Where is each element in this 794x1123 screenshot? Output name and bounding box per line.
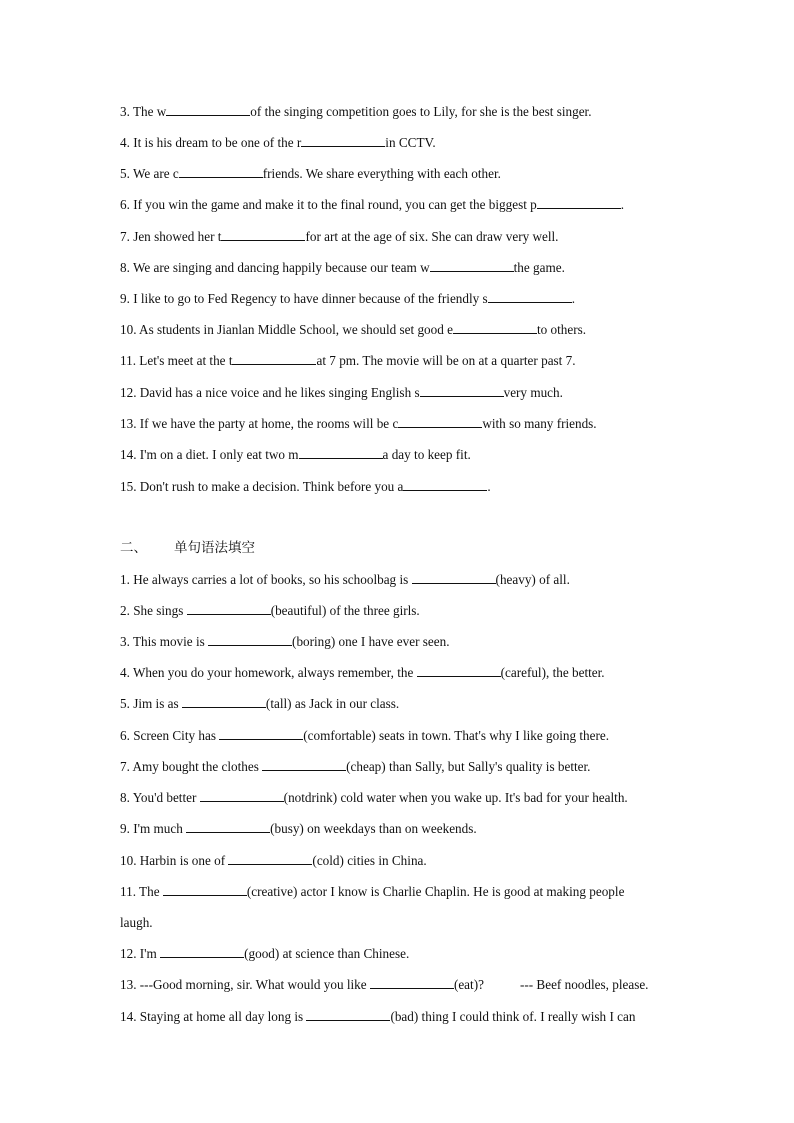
section-number: 二、 bbox=[120, 540, 147, 556]
grammar-question-14 bbox=[120, 1008, 680, 1026]
question-text: 12. I'm bbox=[120, 946, 161, 961]
question-13 bbox=[120, 415, 680, 433]
question-text: of the singing competition goes to Lily, for she is the best singer. bbox=[250, 104, 592, 119]
question-text: (heavy) of all. bbox=[495, 572, 570, 587]
question-text: 9. I like to go to Fed Regency to have dinner because of the friendly s bbox=[120, 291, 488, 306]
question-text: very much. bbox=[503, 385, 563, 400]
question-text: 8. You'd better bbox=[120, 790, 200, 805]
question-text: 4. It is his dream to be one of the r bbox=[120, 135, 302, 150]
grammar-question-12 bbox=[120, 945, 680, 963]
question-text: 2. She sings bbox=[120, 603, 187, 618]
question-text: laugh. bbox=[120, 915, 153, 930]
question-text: (cold) cities in China. bbox=[312, 853, 427, 868]
answer-blank[interactable] bbox=[306, 1008, 390, 1021]
question-text: 10. Harbin is one of bbox=[120, 853, 229, 868]
question-text: (boring) one I have ever seen. bbox=[292, 634, 450, 649]
grammar-question-4 bbox=[120, 664, 680, 682]
question-text: (good) at science than Chinese. bbox=[244, 946, 410, 961]
answer-blank[interactable] bbox=[301, 134, 385, 147]
answer-blank[interactable] bbox=[537, 196, 621, 209]
question-4 bbox=[120, 134, 680, 152]
question-text: for art at the age of six. She can draw very well. bbox=[305, 229, 559, 244]
question-8 bbox=[120, 259, 680, 277]
answer-blank[interactable] bbox=[166, 103, 250, 116]
question-text: a day to keep fit. bbox=[382, 447, 471, 462]
section-title: 单句语法填空 bbox=[174, 540, 255, 556]
grammar-question-6 bbox=[120, 727, 680, 745]
question-14 bbox=[120, 446, 680, 464]
answer-blank[interactable] bbox=[182, 695, 266, 708]
answer-blank[interactable] bbox=[221, 228, 305, 241]
question-text: 10. As students in Jianlan Middle School, we should set good e bbox=[120, 322, 453, 337]
question-text: (careful), the better. bbox=[500, 665, 605, 680]
question-text: (tall) as Jack in our class. bbox=[265, 696, 400, 711]
question-text: 7. Jen showed her t bbox=[120, 229, 222, 244]
answer-blank[interactable] bbox=[420, 384, 504, 397]
question-text: (cheap) than Sally, but Sally's quality is better. bbox=[346, 759, 591, 774]
question-text: (busy) on weekdays than on weekends. bbox=[270, 821, 477, 836]
question-text: 12. David has a nice voice and he likes singing English s bbox=[120, 385, 420, 400]
question-10 bbox=[120, 321, 680, 339]
question-text: at 7 pm. The movie will be on at a quarter past 7. bbox=[316, 353, 576, 368]
question-text: 9. I'm much bbox=[120, 821, 187, 836]
question-text: 11. Let's meet at the t bbox=[120, 353, 233, 368]
grammar-question-2 bbox=[120, 602, 680, 620]
answer-blank[interactable] bbox=[417, 664, 501, 677]
question-text: 14. Staying at home all day long is bbox=[120, 1009, 307, 1024]
question-text: . bbox=[571, 291, 575, 306]
question-text: 5. We are c bbox=[120, 166, 179, 181]
answer-blank[interactable] bbox=[200, 789, 284, 802]
question-text: 5. Jim is as bbox=[120, 696, 182, 711]
answer-blank[interactable] bbox=[453, 321, 537, 334]
dialogue-reply: --- Beef noodles, please. bbox=[519, 977, 649, 992]
question-15 bbox=[120, 478, 680, 496]
question-text: . bbox=[487, 479, 491, 494]
answer-blank[interactable] bbox=[403, 478, 487, 491]
question-3 bbox=[120, 103, 680, 121]
question-text: 13. If we have the party at home, the rooms will be c bbox=[120, 416, 399, 431]
question-6 bbox=[120, 196, 680, 214]
answer-blank[interactable] bbox=[186, 820, 270, 833]
answer-blank[interactable] bbox=[412, 571, 496, 584]
question-5 bbox=[120, 165, 680, 183]
answer-blank[interactable] bbox=[398, 415, 482, 428]
question-text: 7. Amy bought the clothes bbox=[120, 759, 263, 774]
question-7 bbox=[120, 228, 680, 246]
grammar-question-11 bbox=[120, 883, 680, 901]
question-text: 15. Don't rush to make a decision. Think before you a bbox=[120, 479, 404, 494]
question-text: (comfortable) seats in town. That's why I like going there. bbox=[303, 728, 609, 743]
question-text: 4. When you do your homework, always remember, the bbox=[120, 665, 417, 680]
answer-blank[interactable] bbox=[262, 758, 346, 771]
answer-blank[interactable] bbox=[232, 352, 316, 365]
question-9 bbox=[120, 290, 680, 308]
question-text: 1. He always carries a lot of books, so his schoolbag is bbox=[120, 572, 412, 587]
answer-blank[interactable] bbox=[219, 727, 303, 740]
question-text: (notdrink) cold water when you wake up. It's bad for your health. bbox=[283, 790, 628, 805]
grammar-question-5 bbox=[120, 695, 680, 713]
answer-blank[interactable] bbox=[187, 602, 271, 615]
grammar-question-13 bbox=[120, 976, 680, 994]
question-text: with so many friends. bbox=[482, 416, 597, 431]
question-12 bbox=[120, 384, 680, 402]
answer-blank[interactable] bbox=[228, 852, 312, 865]
grammar-question-10 bbox=[120, 852, 680, 870]
question-text: 3. This movie is bbox=[120, 634, 209, 649]
question-11 bbox=[120, 352, 680, 370]
answer-blank[interactable] bbox=[160, 945, 244, 958]
grammar-question-11-continued bbox=[120, 914, 680, 932]
question-text: . bbox=[620, 197, 625, 212]
grammar-question-8 bbox=[120, 789, 680, 807]
grammar-question-1 bbox=[120, 571, 680, 589]
answer-blank[interactable] bbox=[179, 165, 263, 178]
question-text: 6. If you win the game and make it to the final round, you can get the biggest p bbox=[120, 197, 537, 212]
answer-blank[interactable] bbox=[370, 976, 454, 989]
answer-blank[interactable] bbox=[488, 290, 572, 303]
question-text: friends. We share everything with each other. bbox=[262, 166, 501, 181]
question-text: (bad) thing I could think of. I really wish I can bbox=[390, 1009, 636, 1024]
question-text: 3. The w bbox=[120, 104, 167, 119]
grammar-question-9 bbox=[120, 820, 680, 838]
grammar-question-7 bbox=[120, 758, 680, 776]
question-text: 13. ---Good morning, sir. What would you like bbox=[120, 977, 370, 992]
answer-blank[interactable] bbox=[299, 446, 383, 459]
question-text: to others. bbox=[536, 322, 587, 337]
question-text: (eat)? bbox=[453, 977, 484, 992]
question-text: 8. We are singing and dancing happily because our team w bbox=[120, 260, 430, 275]
answer-blank[interactable] bbox=[163, 883, 247, 896]
question-text: the game. bbox=[513, 260, 565, 275]
question-text: (beautiful) of the three girls. bbox=[270, 603, 420, 618]
question-text: 6. Screen City has bbox=[120, 728, 220, 743]
answer-blank[interactable] bbox=[208, 633, 292, 646]
question-text: 11. The bbox=[120, 884, 163, 899]
section-heading bbox=[120, 539, 255, 557]
question-text: 14. I'm on a diet. I only eat two m bbox=[120, 447, 299, 462]
grammar-question-3 bbox=[120, 633, 680, 651]
question-text: in CCTV. bbox=[385, 135, 436, 150]
answer-blank[interactable] bbox=[430, 259, 514, 272]
question-text: (creative) actor I know is Charlie Chaplin. He is good at making people bbox=[246, 884, 625, 899]
